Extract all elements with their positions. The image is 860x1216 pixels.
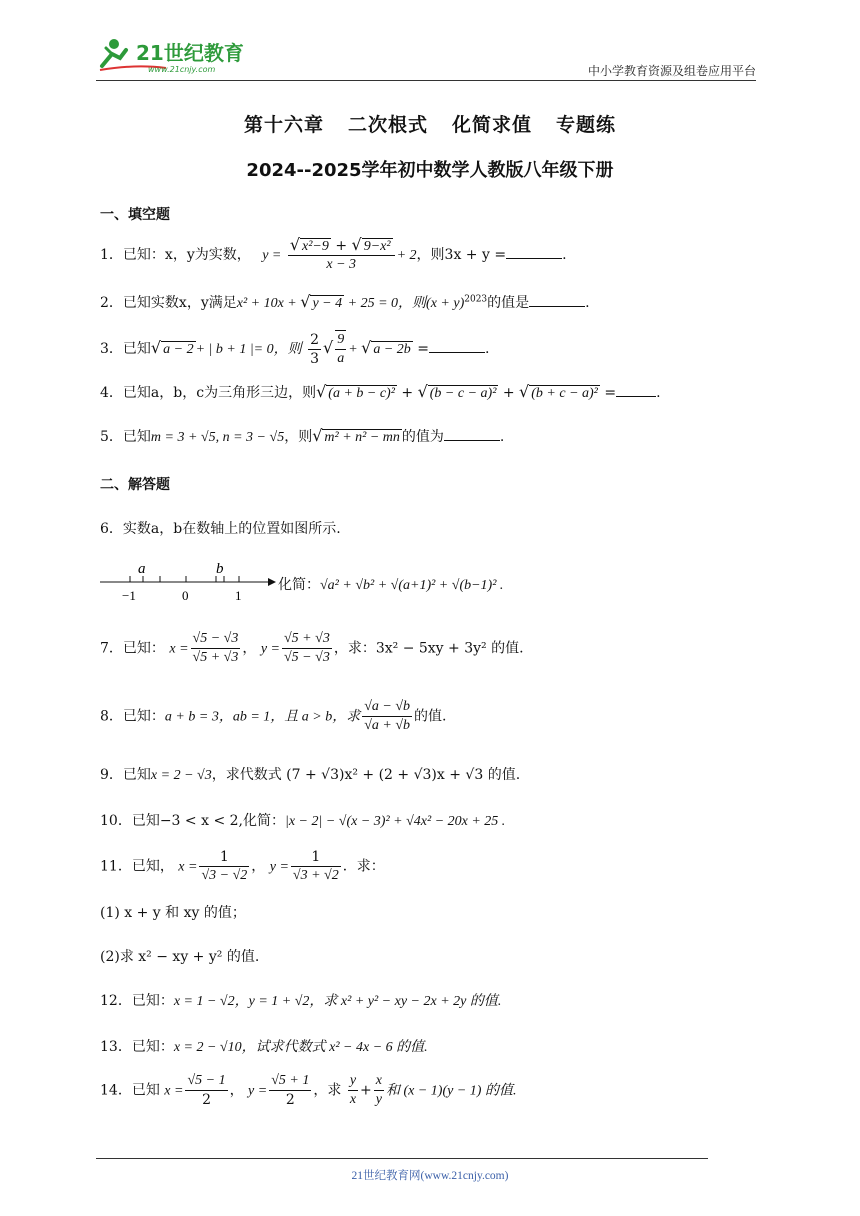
question-11-part-1: (1) x + y 和 xy 的值； [100,905,246,921]
question-11-part-2: (2)求 x² − xy + y² 的值. [100,949,260,965]
question-6: 6．实数a，b在数轴上的位置如图所示. [100,521,341,537]
header-platform-text: 中小学教育资源及组卷应用平台 [587,64,756,78]
runner-logo-icon [96,36,256,76]
question-6-simplify: 化简：√a² + √b² + √(a+1)² + √(b−1)² . [278,577,504,593]
footer-divider [96,1158,708,1159]
section-heading-solve: 二、解答题 [100,477,170,493]
svg-text:0: 0 [182,588,189,603]
question-13: 13．已知：x = 2 − √10，试求代数式 x² − 4x − 6 的值. [100,1039,428,1055]
page-title: 第十六章 二次根式 化简求值 专题练 [243,114,617,136]
question-3: 3．已知√ a − 2 + | b + 1 |= 0，则 $\frac{2}{3}$ √ $\frac{9}{a}$ + √ a − 2b = . [100,331,490,367]
footer-link[interactable]: 21世纪教育网(www.21cnjy.com) [351,1170,509,1182]
question-2: 2．已知实数x，y满足x² + 10x + √ y − 4 + 25 = 0，则$(x + y)^{2023}$的值是 . [100,292,590,311]
svg-text:1: 1 [235,588,242,603]
svg-text:a: a [138,561,146,577]
question-7: 7．已知： x = $\frac{√5 - √3}{√5 + √3}$ ， y = $\frac{√5 + √3}{√5 - √3}$ ，求：3x² − 5xy + 3y² 的值. [100,631,524,665]
svg-text:www.21cnjy.com: www.21cnjy.com [148,65,216,74]
question-8: 8．已知：a + b = 3，ab = 1，且 a > b，求 $\frac{√a - √b}{√a + √b}$ 的值. [100,699,447,733]
header-divider [96,80,756,81]
section-heading-fill-blank: 一、填空题 [100,207,170,223]
question-5: 5．已知m = 3 + √5, n = 3 − √5，则√ m² + n² − mn 的值为 . [100,426,505,445]
question-1: 1．已知：x，y为实数， y = $\frac{\text{√ x²−9 + √ 9−x²}}{x - 3}$ + 2，则3x + y = . [100,235,567,272]
number-line-diagram [98,556,278,604]
svg-text:−1: −1 [122,588,136,603]
svg-text:21世纪教育: 21世纪教育 [136,41,244,65]
question-4: 4．已知a，b，c为三角形三边，则√ (a + b − c)² + √ (b − c − a)² + √ (b + c − a)² = . [100,382,661,401]
svg-text:b: b [216,561,224,577]
question-11: 11．已知， x = $\frac{1}{√3 - √2}$ ， y = $\frac{1}{√3 + √2}$ ．求： [100,849,385,883]
question-14: 14．已知 x = $\frac{√5 - 1}{2}$ ， y = $\frac{√5 + 1}{2}$ ，求 $\frac{y}{x}$ + $\frac{x}{y}$ 和 (x − 1)(y − 1) 的值. [100,1073,517,1108]
question-9: 9．已知x = 2 − √3，求代数式 (7 + √3)x² + (2 + √3)x + √3 的值. [100,767,521,783]
question-12: 12．已知：x = 1 − √2，y = 1 + √2，求 x² + y² − xy − 2x + 2y 的值. [100,993,502,1009]
page-subtitle: 2024--2025学年初中数学人教版八年级下册 [246,160,614,181]
site-logo [96,36,256,76]
question-10: 10．已知−3 < x < 2,化简：|x − 2| − √(x − 3)² + √4x² − 20x + 25 . [100,813,506,829]
